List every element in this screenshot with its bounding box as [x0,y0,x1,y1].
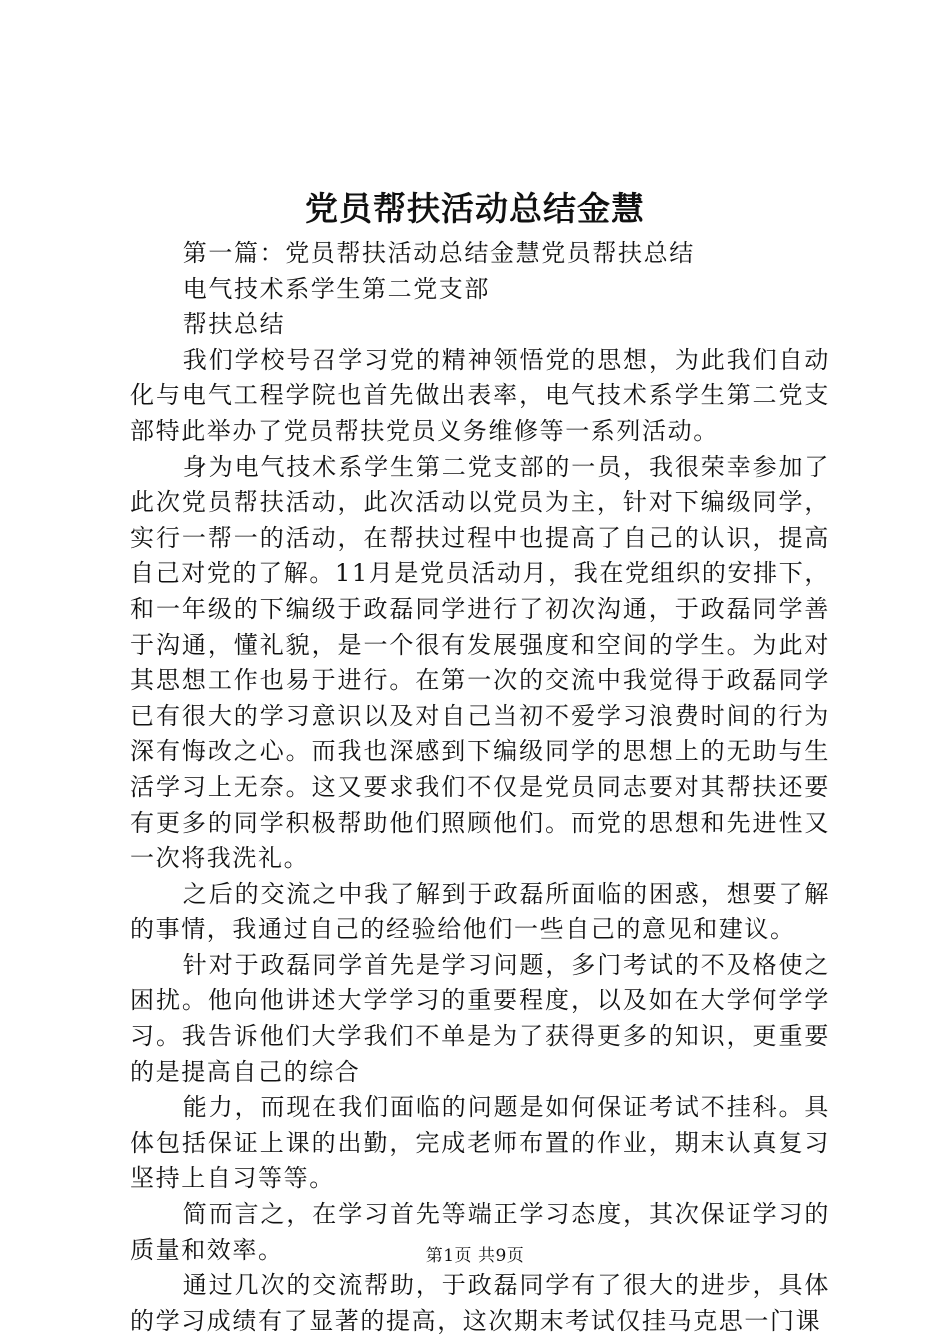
paragraph-9: 简而言之，在学习首先等端正学习态度，其次保证学习的质量和效率。 [130,1200,830,1264]
document-body [130,236,830,1339]
paragraph-7: 针对于政磊同学首先是学习问题，多门考试的不及格使之困扰。他向他讲述大学学习的重要程度，以及如在大学何学学习。我告诉他们大学我们不单是为了获得更多的知识，更重要的是提高自己的综合 [130,950,830,1086]
paragraph-10: 通过几次的交流帮助，于政磊同学有了很大的进步，具体的学习成绩有了显著的提高，这次期末考试仅挂马克思一门课 [130,1271,830,1335]
paragraph-6: 之后的交流之中我了解到于政磊所面临的困惑，想要了解的事情，我通过自己的经验给他们一些自己的意见和建议。 [130,879,830,944]
paragraph-2: 电气技术系学生第二党支部 [182,274,490,303]
page-footer: 第1页 共9页 [425,1246,525,1266]
paragraph-3: 帮扶总结 [182,310,286,339]
document-title: 党员帮扶活动总结金慧 [305,189,645,228]
paragraph-1: 第一篇：党员帮扶活动总结金慧党员帮扶总结 [182,239,695,267]
paragraph-8: 能力，而现在我们面临的问题是如何保证考试不挂科。具体包括保证上课的出勤，完成老师布置的作业，期末认真复习坚持上自习等等。 [130,1093,830,1193]
paragraph-4: 我们学校号召学习党的精神领悟党的思想，为此我们自动化与电气工程学院也首先做出表率，电气技术系学生第二党支部特此举办了党员帮扶党员义务维修等一系列活动。 [130,345,830,445]
paragraph-5: 身为电气技术系学生第二党支部的一员，我很荣幸参加了此次党员帮扶活动，此次活动以党员为主，针对下编级同学，实行一帮一的活动，在帮扶过程中也提高了自己的认识，提高自己对党的了解。11月是党员活动月，我在党组织的安排下，和一年级的下编级于政磊同学进行了初次沟通，于政磊同学善于沟通，懂礼貌，是一个很有发展强度和空间的学生。为此对其思想工作也易于进行。在第一次的交流中我觉得于政磊同学已有很大的学习意识以及对自己当初不爱学习浪费时间的行为深有悔改之心。而我也深感到下编级同学的思想上的无助与生活学习上无奈。这又要求我们不仅是党员同志要对其帮扶还要有更多的同学积极帮助他们照顾他们。而党的思想和先进性又一次将我洗礼。 [130,452,830,873]
